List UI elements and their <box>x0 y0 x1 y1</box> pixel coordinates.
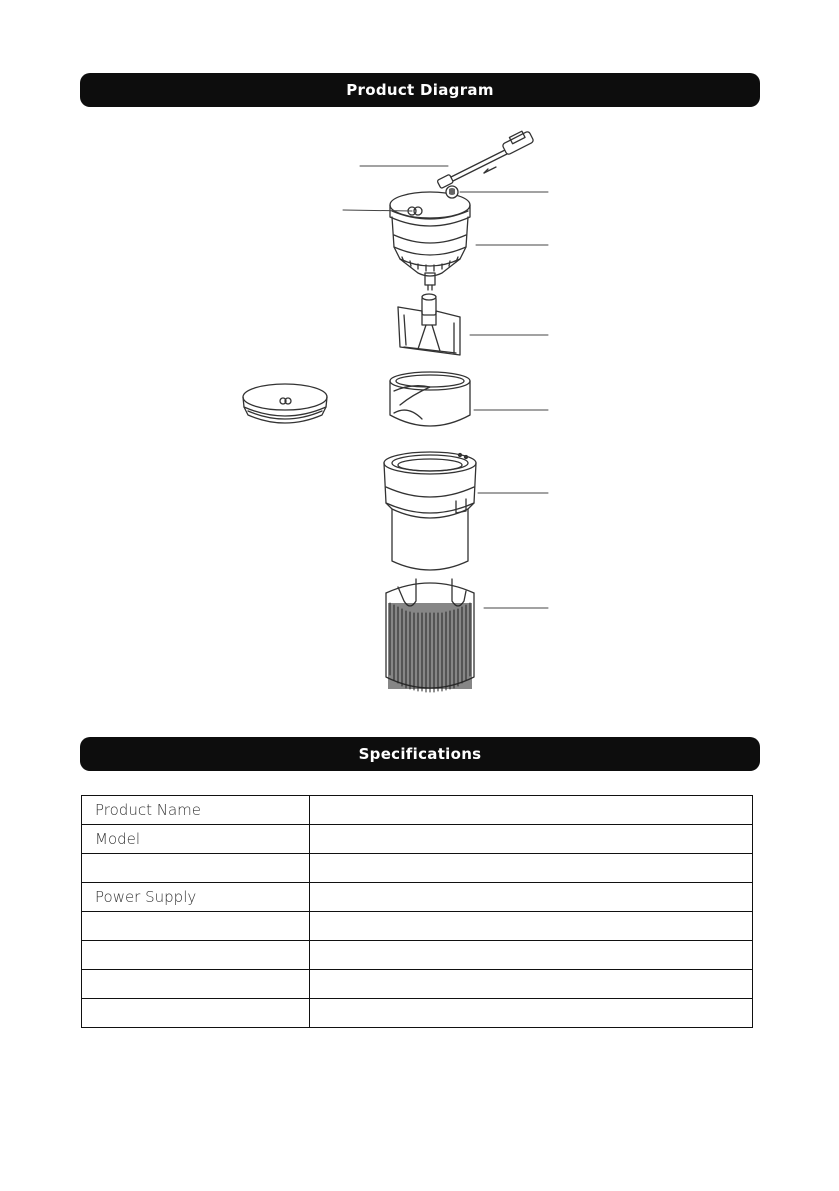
ring-holder-icon <box>390 372 470 426</box>
table-row <box>82 825 753 854</box>
spec-value <box>310 912 753 941</box>
product-diagram <box>160 125 640 705</box>
section-header-product-diagram <box>80 73 760 107</box>
section-header-specifications <box>80 737 760 771</box>
table-row <box>82 883 753 912</box>
usb-charging-cable-icon <box>437 131 534 189</box>
spec-label <box>82 912 310 941</box>
spec-label <box>82 941 310 970</box>
table-row <box>82 854 753 883</box>
grinding-cup-icon <box>384 452 476 570</box>
specifications-table <box>81 795 753 1028</box>
table-row <box>82 796 753 825</box>
blade-icon <box>398 294 460 355</box>
spec-value <box>310 970 753 999</box>
spec-value <box>310 941 753 970</box>
spec-value <box>310 883 753 912</box>
spec-label: Model <box>82 825 310 854</box>
spec-value <box>310 999 753 1028</box>
spec-label: Product Name <box>82 796 310 825</box>
table-row <box>82 999 753 1028</box>
table-row <box>82 941 753 970</box>
outer-sleeve-icon <box>386 579 474 692</box>
spec-label <box>82 854 310 883</box>
table-row <box>82 970 753 999</box>
table-row <box>82 912 753 941</box>
spec-label <box>82 970 310 999</box>
motor-unit-icon <box>392 217 468 290</box>
spec-label: Power Supply <box>82 883 310 912</box>
power-button-icon <box>446 186 458 198</box>
spec-label <box>82 999 310 1028</box>
motor-lid-icon <box>390 192 470 226</box>
section-title: Product Diagram <box>346 81 494 99</box>
spare-lid-icon <box>243 384 327 423</box>
spec-value <box>310 796 753 825</box>
spec-value <box>310 825 753 854</box>
section-title: Specifications <box>358 745 482 763</box>
spec-value <box>310 854 753 883</box>
